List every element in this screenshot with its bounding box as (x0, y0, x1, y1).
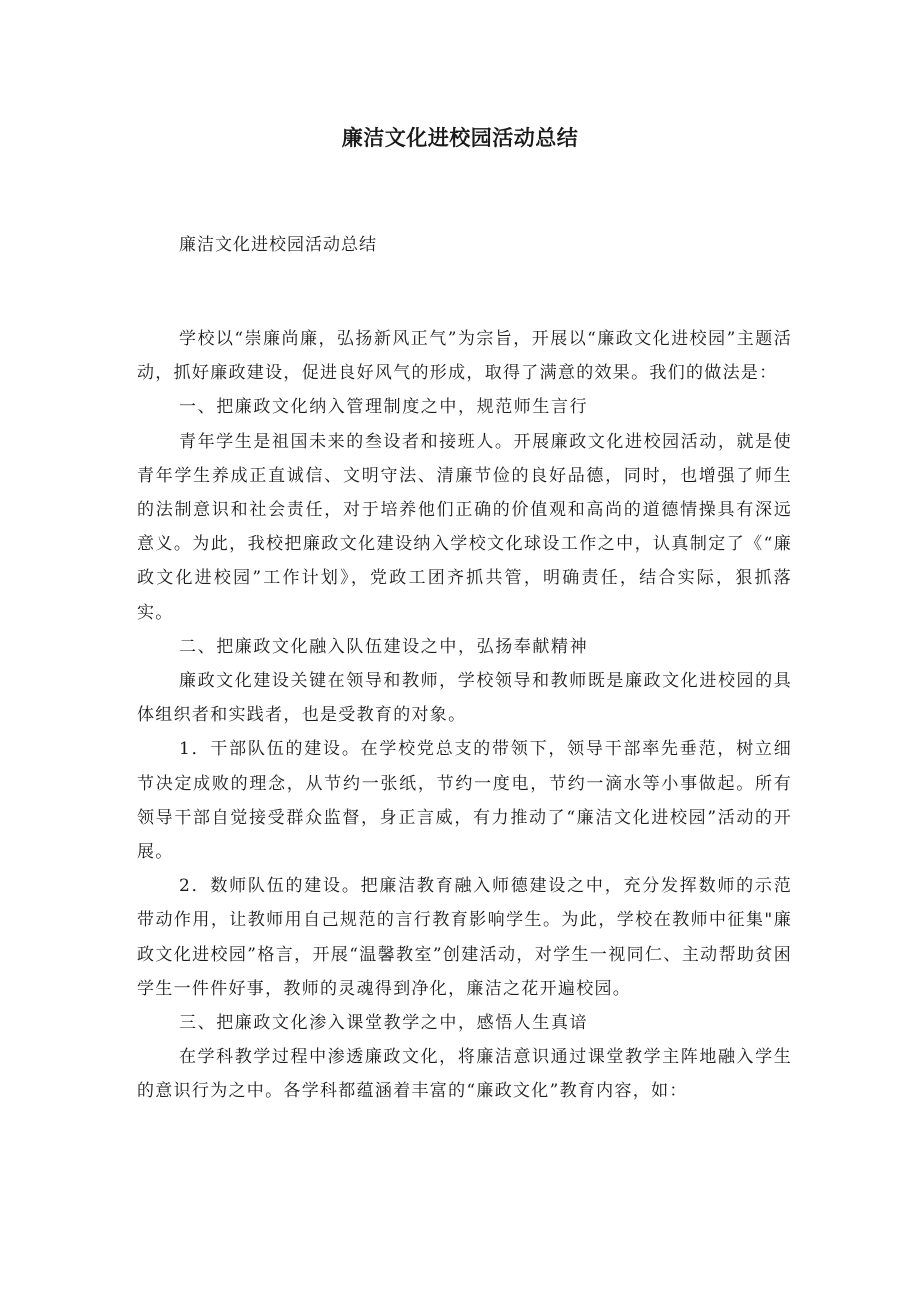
paragraph-item-2: 2．数师队伍的建设。把廉洁教育融入师德建设之中，充分发挥数师的示范带动作用，让教师用自己规范的言行教育影响学生。为此，学校在教师中征集"廉政文化进校园”格言，开展“温馨教室”创建活动，对学生一视同仁、主动帮助贫困学生一件件好事，教师的灵魂得到净化，廉洁之花开遍校园。 (137, 876, 792, 999)
paragraph-intro: 学校以“崇廉尚廉，弘扬新风正气”为宗旨，开展以“廉政文化进校园”主题活动，抓好廉政建设，促进良好风气的形成，取得了满意的效果。我们的做法是： (137, 329, 792, 384)
section-heading-1: 一、把廉政文化纳入管理制度之中，规范师生言行 (179, 397, 589, 418)
section-heading-2: 二、把廉政文化融入队伍建设之中，弘扬奉献精神 (179, 636, 589, 657)
document-body (137, 322, 792, 1109)
paragraph-section-1: 青年学生是祖国未来的叁设者和接班人。开展廉政文化进校园活动，就是使青年学生养成正直诚信、文明守法、清廉节俭的良好品德，同时，也增强了师生的法制意识和社会责任，对于培养他们正确的价值观和高尚的道德情操具有深远意义。为此，我校把廉政文化建设纳入学校文化球设工作之中，认真制定了《“廉政文化进校园”工作计划》，党政工团齐抓共管，明确责任，结合实际，狠抓落实。 (137, 431, 792, 623)
paragraph-section-3: 在学科教学过程中渗透廉政文化，将廉洁意识通过课堂教学主阵地融入学生的意识行为之中。各学科都蕴涵着丰富的“廉政文化”教育内容，如： (137, 1047, 792, 1102)
section-heading-3: 三、把廉政文化渗入课堂教学之中，感悟人生真谙 (179, 1013, 589, 1034)
paragraph-section-2: 廉政文化建设关键在领导和教师，学校领导和教师既是廉政文化进校园的具体组织者和实践者，也是受教育的对象。 (137, 671, 792, 726)
paragraph-item-1: 1．干部队伍的建设。在学校党总支的带领下，领导干部率先垂范，树立细节决定成败的理念，从节约一张纸，节约一度电，节约一滴水等小事做起。所有领导干部自觉接受群众监督，身正言威，有力推动了“廉洁文化进校园”活动的开展。 (137, 739, 792, 863)
document-title: 廉洁文化进校园活动总结 (341, 126, 579, 150)
document-subtitle: 廉洁文化进校园活动总结 (179, 235, 377, 255)
